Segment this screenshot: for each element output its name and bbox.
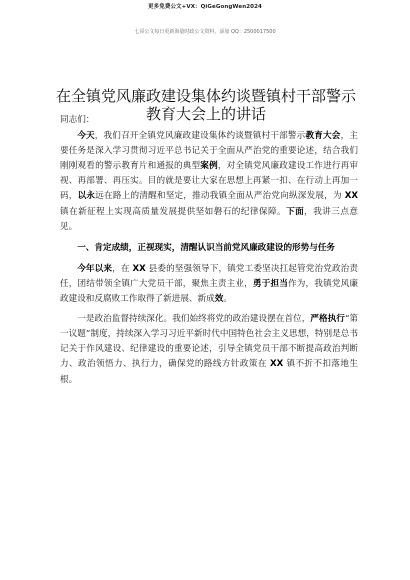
body-text: ，对全镇党风廉政建设工作进行再审视、再部署、再压实。目的就是要让大家在思想上再紧一扣、在行动上再加一码，	[60, 161, 358, 202]
section-heading-1: 一、肯定成绩，正视现实，清醒认识当前党风廉政建设的形势与任务	[77, 242, 336, 253]
emphasis-text: XX	[344, 191, 358, 202]
emphasis-text: 今年以来	[77, 263, 113, 274]
body-text: 县委的坚强领导下，镇党工委坚决扛起管党治党政治责任，团结带领全镇广大党员干部，聚焦主责主业，	[60, 263, 359, 289]
emphasis-text: 教育大会	[305, 131, 341, 142]
body-text: 。	[223, 294, 232, 305]
paragraph-political-supervision	[60, 312, 358, 387]
promo-header: 更多免费公文+VX：QiGeGongWen2024	[148, 4, 262, 10]
emphasis-text: 案例	[200, 161, 218, 172]
body-text: 一是政治监督持续深化。我们始终将党的政治建设摆在首位，	[77, 314, 311, 325]
emphasis-text: 今天	[77, 131, 95, 142]
body-text: 镇在新征程上实现高质量发展提供坚如磐石的纪律保障。	[60, 206, 287, 217]
body-text: ，主要任务是深入学习贯彻习近平总书记关于全面从严治党的重要论述，结合我们刚刚观看的警示教育片和通报的典型	[60, 131, 358, 172]
body-text: ，我讲三点意见。	[60, 206, 358, 232]
body-text: 作为，我镇党风廉政建设和反腐败工作取得了新进展、新成	[60, 278, 358, 305]
emphasis-text: XX	[132, 263, 146, 274]
emphasis-text: 严格执行	[310, 314, 345, 325]
body-text: ，我们召开全镇党风廉政建设集体约谈暨镇村干部警示	[94, 131, 306, 142]
speech-body	[60, 113, 358, 388]
speech-title: 在全镇党风廉政建设集体约谈暨镇村干部警示教育大会上的讲话	[55, 87, 356, 124]
emphasis-text: XX	[270, 359, 284, 370]
paragraph-intro	[60, 129, 358, 235]
body-text: “第一议题”制度，持续深入学习习近平新时代中国特色社会主义思想，特别是总书记关于作风建设、纪律建设的重要论述，引导全镇党员干部不断提高政治判断力、政治领悟力、执行力，确保党的路线方针政策在	[60, 314, 358, 370]
paragraph-achievements	[60, 262, 358, 307]
body-text: 镇不折不扣落地生根。	[60, 359, 359, 385]
salutation: 同志们：	[60, 115, 95, 125]
emphasis-text: 效	[214, 294, 224, 305]
body-text: 远在路上的清醒和坚定，推动我镇全面从严治党向纵深发展，为	[95, 191, 345, 202]
emphasis-text: 勇于担当	[252, 278, 288, 289]
emphasis-text: 以永	[77, 191, 96, 202]
body-text: ，在	[112, 263, 133, 274]
update-notice: 七哥公文每日更新海量时政公文资料，添加 QQ：2500017500	[134, 29, 276, 35]
emphasis-text: 下面	[286, 206, 305, 217]
